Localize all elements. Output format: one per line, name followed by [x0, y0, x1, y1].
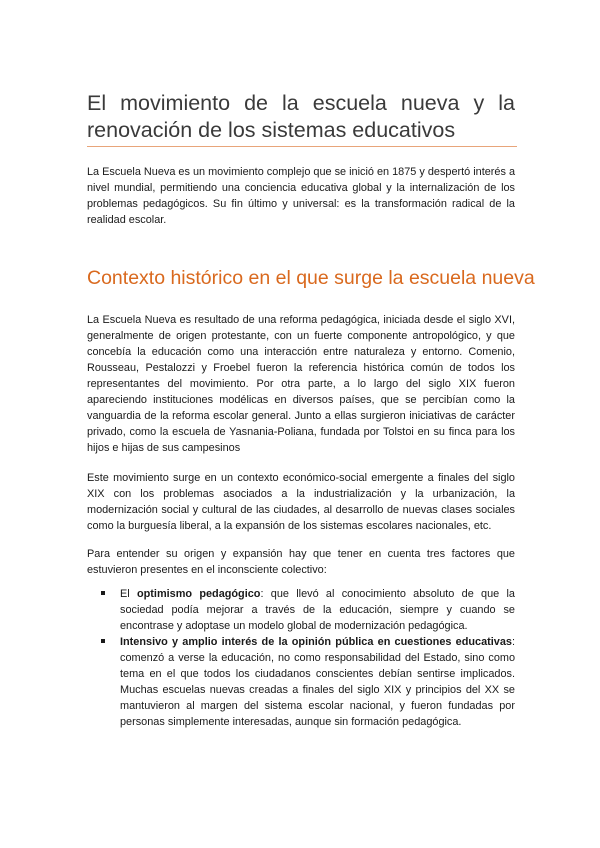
list-item-bold-term: optimismo pedagógico	[136, 588, 261, 600]
square-bullet-icon	[101, 591, 105, 595]
document-title: El movimiento de la escuela nueva y la renovación de los sistemas educativos	[87, 91, 515, 142]
section-heading: Contexto histórico en el que surge la escuela nueva	[87, 267, 535, 289]
list-item-bold-term: Intensivo y amplio interés de la opinión pública en cuestiones educativas	[120, 636, 512, 648]
factors-list	[87, 586, 515, 730]
body-paragraph-3: Para entender su origen y expansión hay que tener en cuenta tres factores que estuvieron presentes en el inconsciente colectivo:	[87, 548, 515, 576]
intro-paragraph: La Escuela Nueva es un movimiento complejo que se inició en 1875 y despertó interés a nivel mundial, permitiendo una conciencia educativa global y la internalización de los problemas pedagógicos. Su fin último y universal: es la transformación radical de la realidad escolar.	[87, 166, 516, 226]
body-paragraph-1: La Escuela Nueva es resultado de una reforma pedagógica, iniciada desde el siglo XVI, generalmente de origen protestante, con un fuerte componente antropológico, y que concebía la educación como una interacción entre naturaleza y entorno. Comenio, Rousseau, Pestalozzi y Froebel fueron la referencia histórica común de todos los representantes del movimiento. Por otra parte, a lo largo del siglo XIX fueron apareciendo instituciones modélicas en diversos países, que se percibían como la vanguardia de la reforma escolar general. Junto a ellas surgieron iniciativas de carácter privado, como la escuela de Yasnania-Poliana, fundada por Tolstoi en su finca para los hijos e hijas de sus campesinos	[87, 314, 515, 454]
list-item	[87, 634, 515, 730]
square-bullet-icon	[101, 639, 105, 643]
list-item-text: : comenzó a verse la educación, no como responsabilidad del Estado, sino como tema en el que todos los ciudadanos conscientes debían sentirse implicados. Muchas escuelas nuevas creadas a finales del siglo XIX y principios del XX se mantuvieron al margen del sistema escolar nacional, y fueron fundadas por personas simplemente interesadas, aunque sin formación pedagógica.	[120, 636, 515, 728]
body-paragraph-2: Este movimiento surge en un contexto económico-social emergente a finales del siglo XIX con los problemas asociados a la industrialización y la urbanización, la modernización social y cultural de las ciudades, al desarrollo de nuevas clases sociales como la burguesía liberal, a la expansión de los sistemas escolares nacionales, etc.	[87, 472, 515, 532]
list-item-lead: El	[120, 588, 137, 600]
list-item-text: : que llevó al conocimiento absoluto de que la sociedad podía mejorar a través de la educación, siempre y cuando se encontrase y adoptase un modelo global de modernización pedagógica.	[120, 588, 515, 632]
title-underline-rule	[87, 146, 517, 147]
list-item	[87, 586, 515, 634]
